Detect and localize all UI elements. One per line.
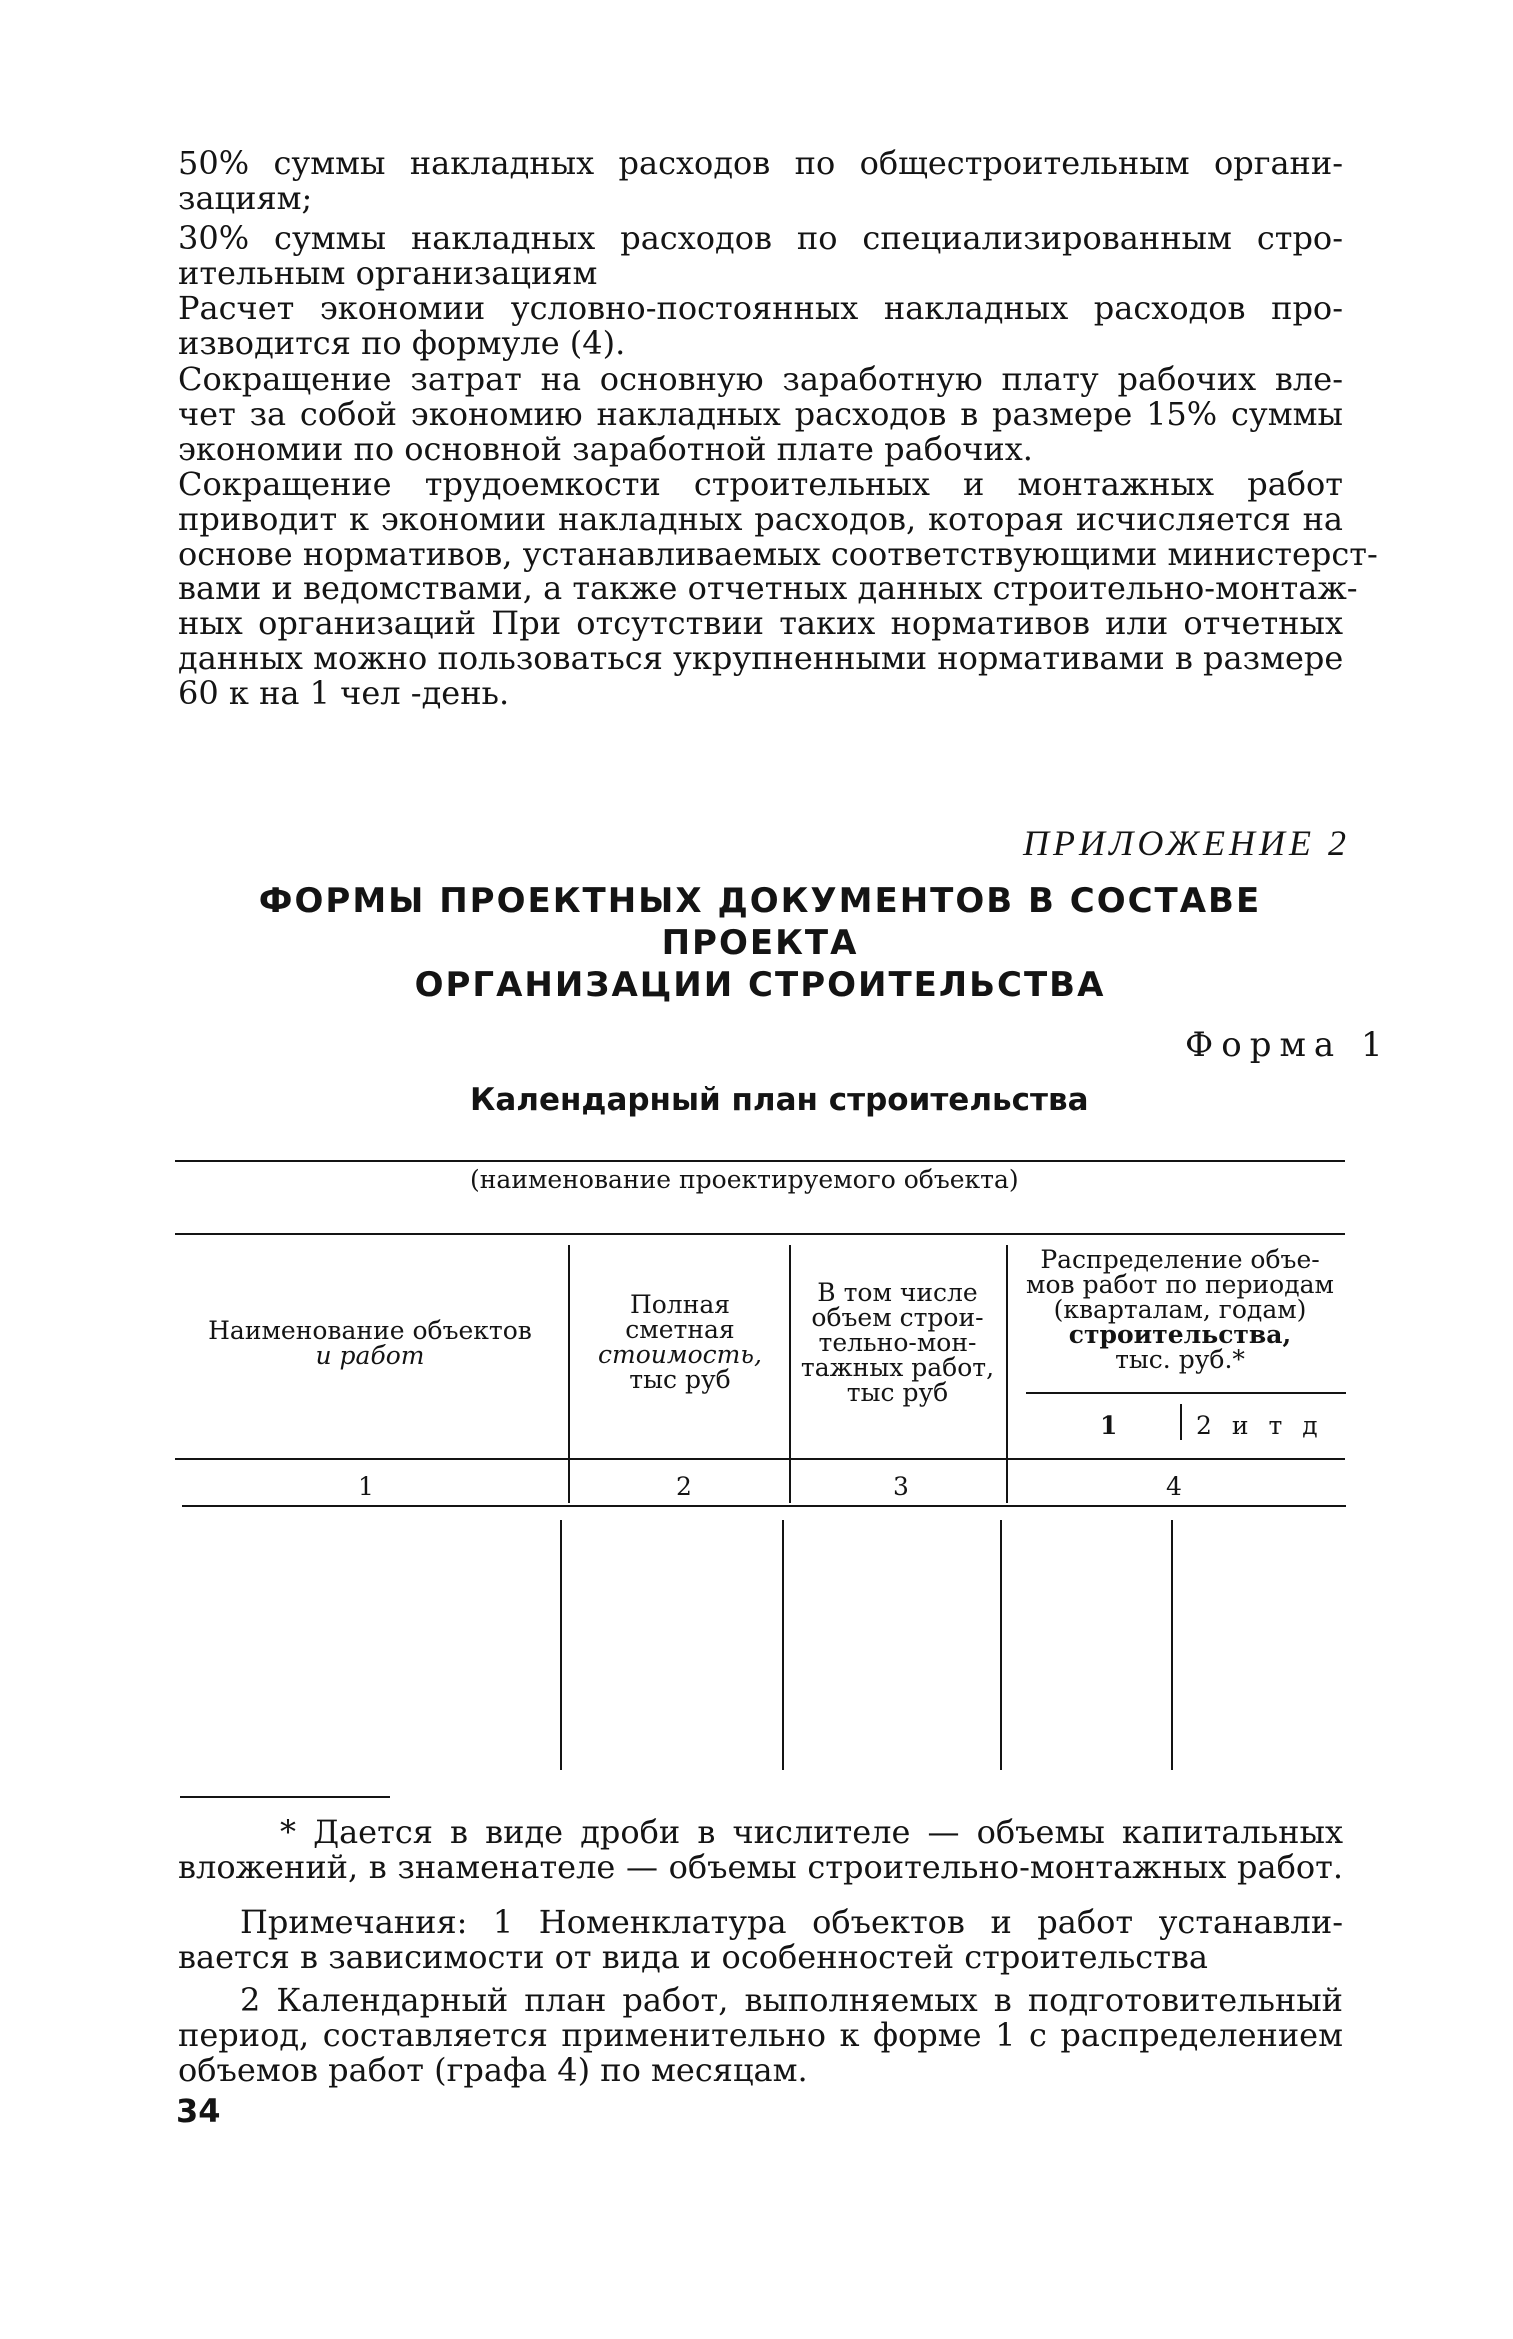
paragraph-labor-savings — [178, 465, 1378, 712]
subcolumn-divider — [1180, 1404, 1182, 1440]
header-construction-volume — [790, 1280, 1005, 1405]
column-number: 1 — [358, 1472, 374, 1501]
text-line: Расчет экономии условно-постоянных накладных расходов про- — [178, 289, 1343, 327]
subheader-period-rest: 2 и т д — [1196, 1411, 1324, 1440]
subheader-period-1: 1 — [1100, 1411, 1118, 1440]
text-line: основе нормативов, устанавливаемых соответствующими министерст- — [178, 534, 1378, 573]
text-line: чет за собой экономию накладных расходов в размере 15% суммы — [178, 394, 1343, 433]
header-line: мов работ по периодам — [1026, 1270, 1334, 1299]
text-line: зациям; — [178, 178, 313, 217]
appendix-label: ПРИЛОЖЕНИЕ 2 — [1023, 823, 1350, 863]
text-line: данных можно пользоваться укрупненными нормативами в размере — [178, 638, 1344, 677]
paragraph-wage-savings — [178, 362, 1343, 466]
header-line: сметная — [625, 1315, 735, 1344]
title-line: ФОРМЫ ПРОЕКТНЫХ ДОКУМЕНТОВ В СОСТАВЕ ПРОЕКТА — [258, 881, 1262, 963]
header-line: тажных работ, — [800, 1353, 995, 1382]
header-object-name — [180, 1318, 560, 1368]
text-line: экономии по основной заработной плате рабочих. — [178, 429, 1033, 468]
period-divider-rule — [1026, 1392, 1346, 1394]
page-number: 34 — [176, 2092, 221, 2130]
text-line: Сокращение затрат на основную заработную плату рабочих вле- — [178, 360, 1343, 398]
text-line: ных организаций При отсутствии таких нормативов или отчетных — [178, 604, 1343, 643]
paragraph-overhead-special — [178, 221, 1343, 291]
header-line: тельно-мон- — [818, 1328, 977, 1357]
column-number: 4 — [1166, 1472, 1182, 1501]
text-line: 30% суммы накладных расходов по специализированным стро- — [178, 219, 1343, 257]
column-divider — [568, 1245, 570, 1503]
text-line: объемов работ (графа 4) по месяцам. — [178, 2050, 808, 2089]
note-1 — [178, 1905, 1343, 1975]
appendix-title — [160, 880, 1360, 1006]
header-line: тыс руб — [629, 1365, 731, 1394]
text-line: Примечания: 1 Номенклатура объектов и работ устанавли- — [240, 1903, 1343, 1941]
paragraph-calc — [178, 291, 1343, 361]
footnote-rule — [180, 1796, 390, 1798]
table-top-rule — [175, 1233, 1345, 1235]
body-column-divider — [1171, 1520, 1173, 1770]
header-line: Распределение объе- — [1040, 1245, 1320, 1274]
text-line: вами и ведомствами, а также отчетных данных строительно-монтаж- — [178, 569, 1358, 608]
header-line: В том числе — [817, 1278, 978, 1307]
paragraph-overhead-general — [178, 146, 1343, 216]
header-line: объем строи- — [811, 1303, 984, 1332]
table-number-rule — [182, 1505, 1346, 1507]
header-line: и работ — [315, 1341, 425, 1370]
header-line: тыс руб — [846, 1378, 949, 1407]
text-line: 50% суммы накладных расходов по общестроительным органи- — [178, 144, 1343, 182]
title-line: ОРГАНИЗАЦИИ СТРОИТЕЛЬСТВА — [414, 965, 1106, 1005]
text-line: вложений, в знаменателе — объемы строительно-монтажных работ. — [178, 1847, 1343, 1886]
footnote — [178, 1815, 1343, 1885]
form-label: Форма 1 — [1185, 1025, 1391, 1065]
object-name-line — [175, 1160, 1345, 1162]
column-number: 2 — [676, 1472, 692, 1501]
body-column-divider — [560, 1520, 562, 1770]
text-line: вается в зависимости от вида и особенностей строительства — [178, 1937, 1208, 1976]
header-line: (кварталам, годам) — [1053, 1295, 1307, 1324]
header-line: стоимость, — [598, 1340, 762, 1369]
column-number: 3 — [893, 1472, 909, 1501]
body-column-divider — [782, 1520, 784, 1770]
header-line: Полная — [629, 1290, 731, 1319]
text-line: изводится по формуле (4). — [178, 323, 626, 362]
text-line: 2 Календарный план работ, выполняемых в подготовительный — [240, 1981, 1343, 2019]
table-header-rule — [175, 1458, 1345, 1460]
column-divider — [1006, 1245, 1008, 1503]
note-2 — [178, 1983, 1343, 2087]
text-line: период, составляется применительно к форме 1 с распределением — [178, 2015, 1343, 2054]
header-total-cost — [575, 1292, 785, 1392]
text-line: ительным организациям — [178, 253, 598, 292]
header-line: Наименование объектов — [208, 1316, 532, 1345]
header-line: тыс. руб.* — [1115, 1345, 1245, 1374]
body-column-divider — [1000, 1520, 1002, 1770]
header-line: строительства, — [1068, 1320, 1292, 1349]
text-line: 60 к на 1 чел -день. — [178, 673, 510, 712]
header-period-distribution — [1010, 1247, 1350, 1372]
text-line: * Дается в виде дроби в числителе — объемы капитальных — [280, 1813, 1343, 1851]
text-line: Сокращение трудоемкости строительных и монтажных работ — [178, 465, 1343, 503]
object-caption: (наименование проектируемого объекта) — [470, 1165, 1019, 1194]
plan-title: Календарный план строительства — [470, 1082, 1089, 1118]
text-line: приводит к экономии накладных расходов, которая исчисляется на — [178, 499, 1343, 538]
